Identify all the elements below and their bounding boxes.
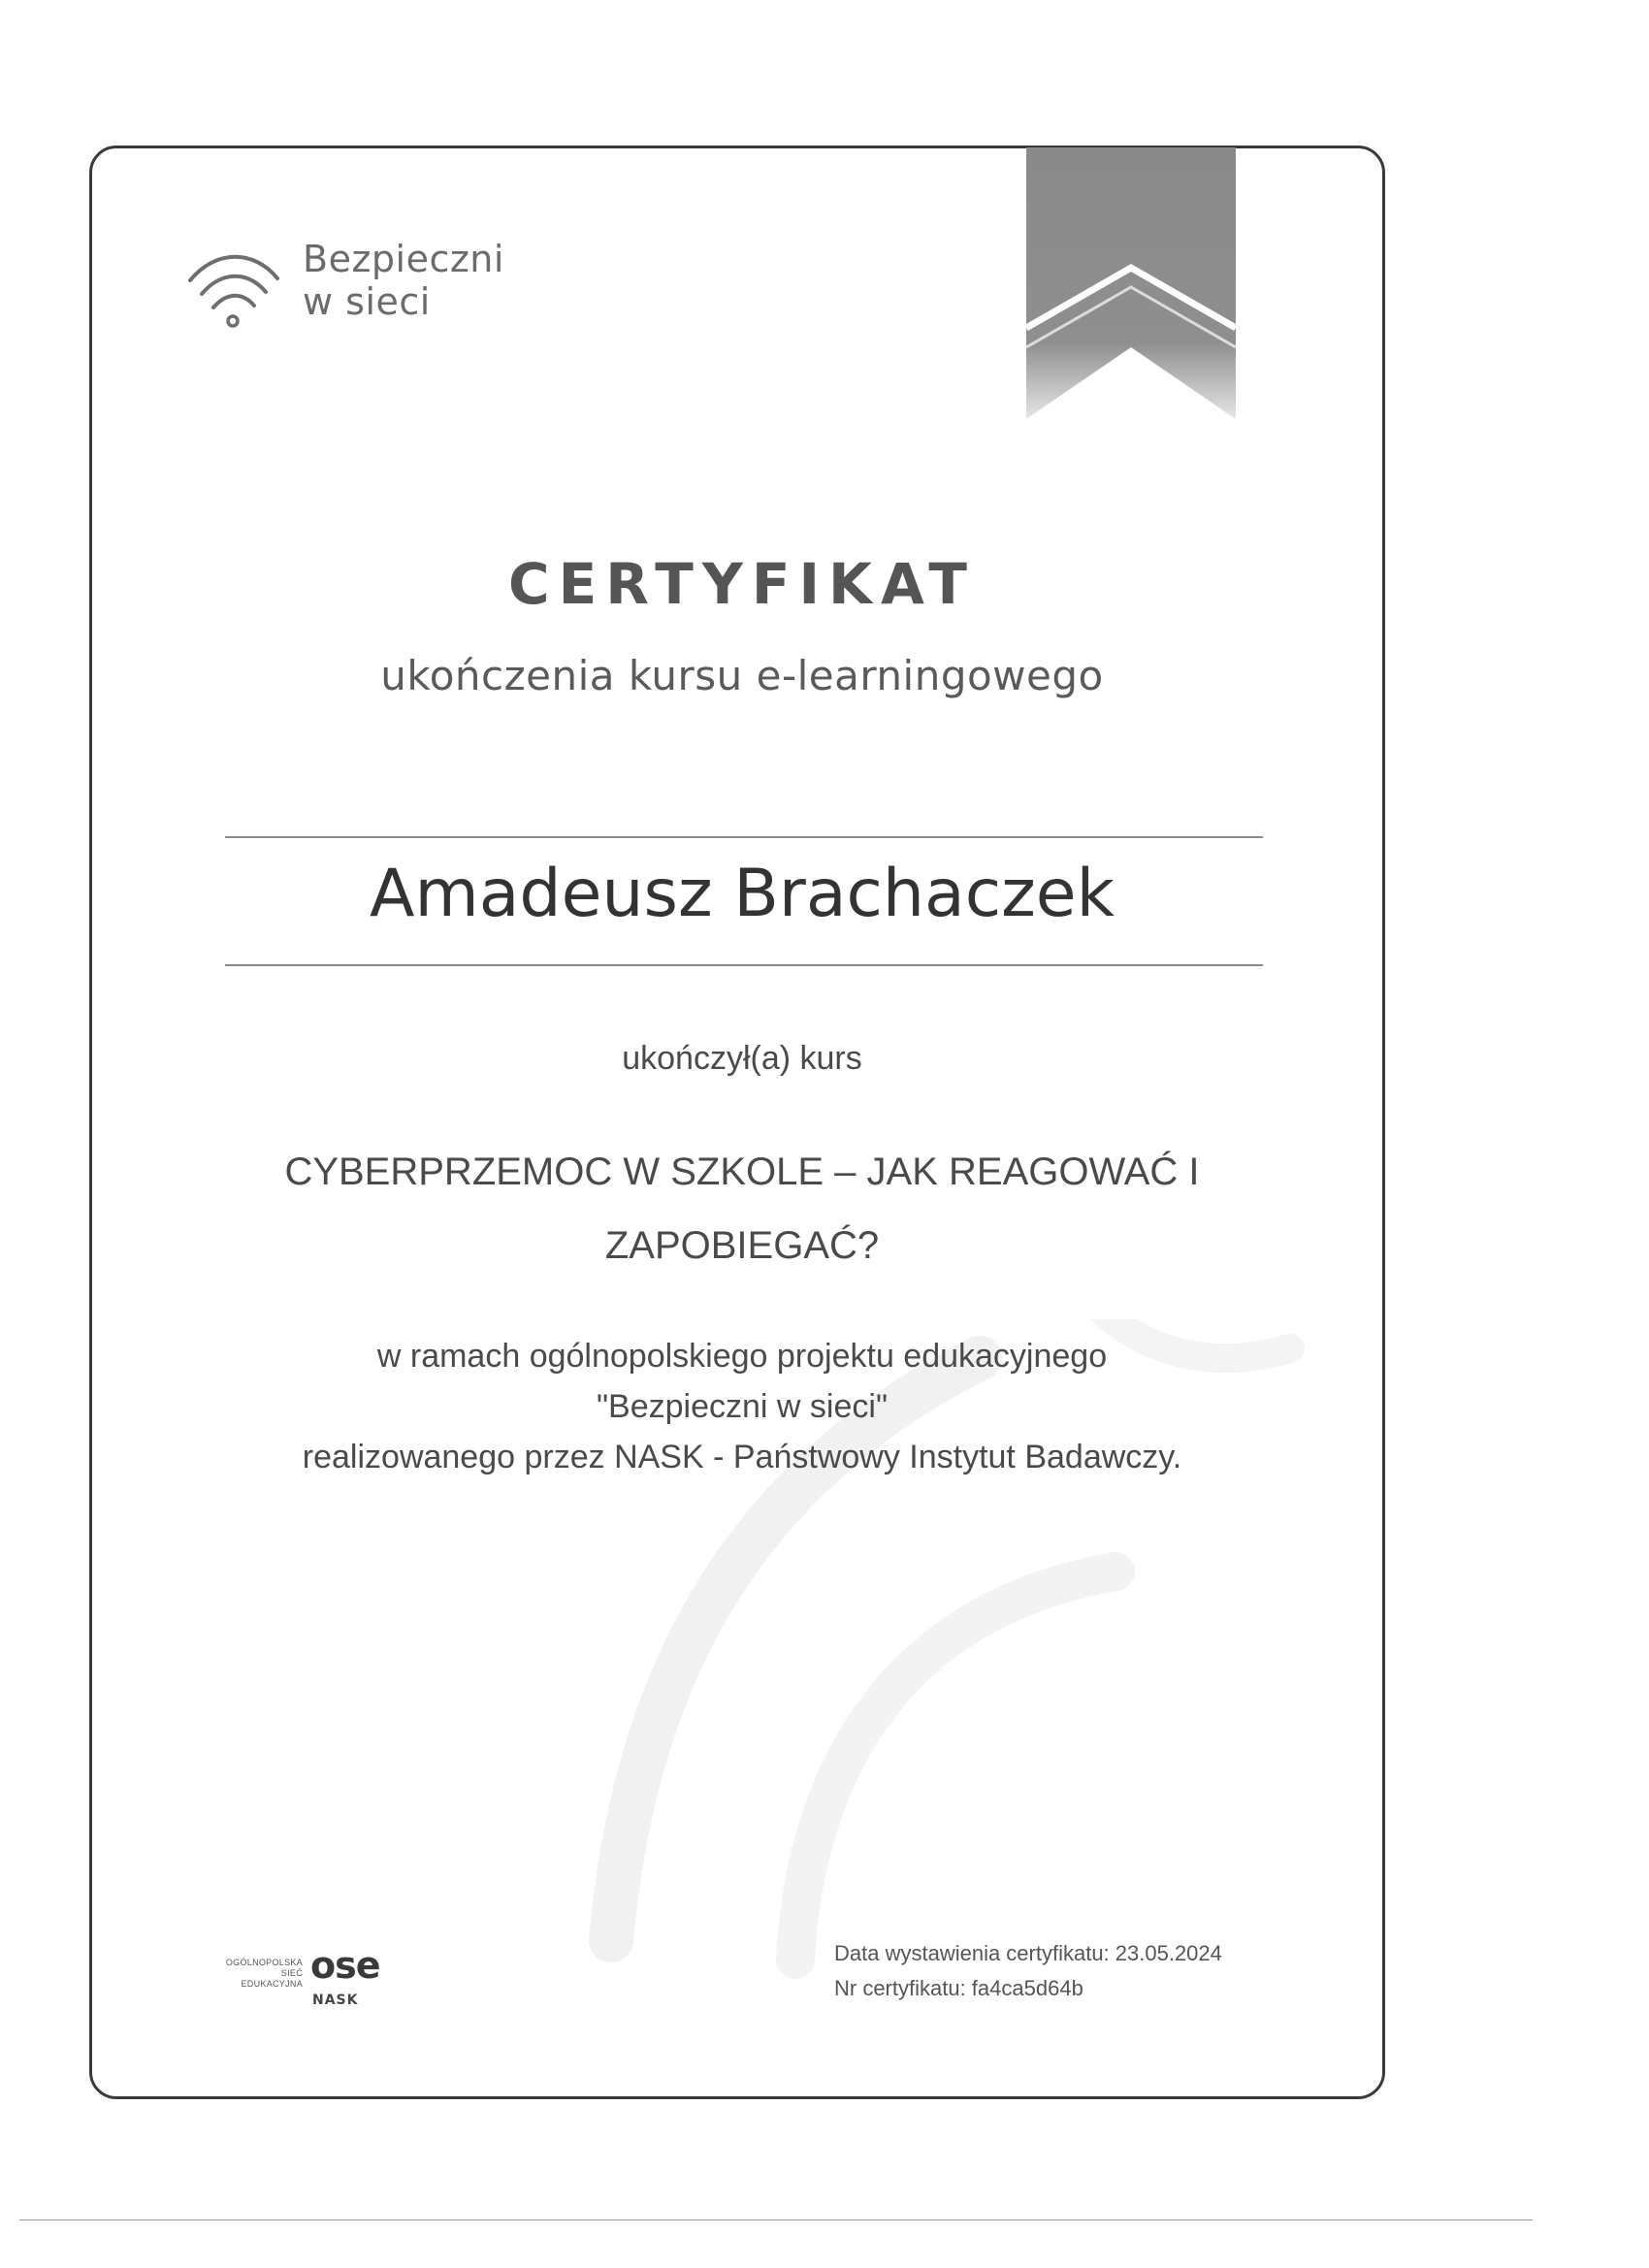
certificate-number: Nr certyfikatu: fa4ca5d64b (834, 1976, 1083, 2000)
name-divider-bottom (225, 964, 1263, 966)
course-title (175, 1135, 1310, 1282)
wifi-icon (184, 243, 281, 331)
ose-small-text (225, 1958, 303, 1990)
bookmark-ribbon (1026, 147, 1236, 419)
certificate-meta (834, 1936, 1222, 2006)
certificate-title: CERTYFIKAT (508, 551, 976, 617)
ose-small-line1: OGÓLNOPOLSKA (225, 1958, 303, 1967)
description-line1: w ramach ogólnopolskiego projektu edukacyjnego (376, 1338, 1108, 1375)
description-line3: realizowanego przez NASK - Państwowy Instytut Badawczy. (302, 1439, 1182, 1475)
recipient-name: Amadeusz Brachaczek (370, 856, 1115, 932)
course-title-line1: CYBERPRZEMOC W SZKOLE – JAK REAGOWAĆ I (284, 1150, 1200, 1193)
issue-date: Data wystawienia certyfikatu: 23.05.2024 (834, 1941, 1222, 1965)
name-divider-top (225, 836, 1263, 838)
ose-small-line2: SIEĆ EDUKACYJNA (241, 1968, 303, 1989)
logo-text-line2: w sieci (303, 280, 431, 323)
logo-text-line1: Bezpieczni (303, 238, 504, 280)
certificate-subtitle: ukończenia kursu e-learningowego (380, 652, 1104, 699)
description-line2: "Bezpieczni w sieci" (596, 1388, 889, 1425)
project-description (136, 1331, 1348, 1482)
completed-label: ukończył(a) kurs (622, 1040, 862, 1077)
scan-edge-line (19, 2219, 1533, 2220)
course-title-line2: ZAPOBIEGAĆ? (604, 1224, 880, 1267)
nask-mark: NASK (312, 1993, 359, 2008)
bezpieczni-logo (184, 238, 534, 344)
ose-mark: ose (310, 1944, 380, 1987)
ose-nask-logo (221, 1938, 386, 2016)
